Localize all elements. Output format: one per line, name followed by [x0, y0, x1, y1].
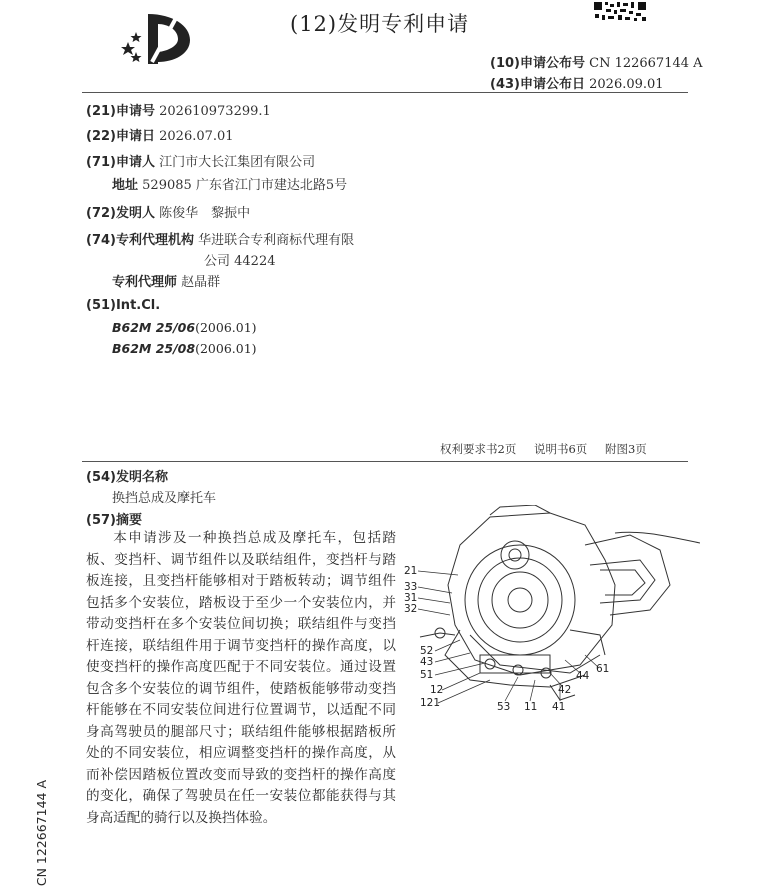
star-icon	[131, 32, 142, 42]
publication-date-label: (43)申请公布日	[490, 77, 585, 92]
description-pages: 说明书6页	[533, 442, 588, 456]
publication-number-line	[490, 52, 703, 71]
publication-number-label: (10)申请公布号	[490, 56, 585, 71]
invention-title-label-line	[86, 466, 168, 485]
figure-label: 52	[420, 645, 434, 657]
figure-label: 21	[404, 565, 418, 577]
figure-label: 121	[420, 697, 441, 709]
inventor-line	[86, 202, 250, 221]
engine-drawing	[400, 505, 700, 715]
address-label: 地址	[112, 178, 139, 193]
inventors: 陈俊华 黎振中	[159, 206, 251, 221]
abstract-text: 本申请涉及一种换挡总成及摩托车，包括踏板、变挡杆、调节组件以及联结组件，变挡杆与踏板连接，且变挡杆能够相对于踏板转动；调节组件包括多个安装位，踏板设于至少一个安装位内，并带动变挡杆在多个安装位间切换；联结组件与变挡杆连接，联结组件用于调节变挡杆的操作高度，以使变挡杆的操作高度匹配于不同安装位。通过设置包含多个安装位的调节组件，使踏板能够带动变挡杆能够在不同安装位间进行位置调节，以适配不同身高驾驶员的腿部尺寸；联结组件能够根据踏板所处的不同安装位，相应调整变挡杆的操作高度，从而补偿因踏板位置改变而导致的变挡杆的操作高度的变化，确保了驾驶员在任一安装位都能获得与其身高适配的骑行以及换挡体验。	[86, 530, 396, 826]
application-number-label: (21)申请号	[86, 104, 155, 119]
agency-line	[86, 229, 354, 248]
figure-label: 51	[420, 669, 434, 681]
inventor-label: (72)发明人	[86, 206, 155, 221]
figure-label: 11	[524, 701, 538, 713]
address: 529085 广东省江门市建达北路5号	[142, 178, 348, 193]
publication-number: CN 122667144 A	[589, 56, 703, 71]
abstract-label: (57)摘要	[86, 513, 142, 528]
invention-title-label: (54)发明名称	[86, 470, 168, 485]
ipc-label: (51)Int.Cl.	[86, 298, 161, 313]
figure-label: 43	[420, 656, 434, 668]
application-number: 202610973299.1	[159, 104, 271, 119]
publication-date: 2026.09.01	[589, 77, 664, 92]
ipc-version: (2006.01)	[195, 341, 257, 356]
abstract-label-line	[86, 509, 142, 528]
address-line	[112, 174, 347, 193]
agency-code: 公司 44224	[204, 254, 276, 269]
agency-line-2	[204, 250, 276, 269]
publication-date-line	[490, 73, 664, 92]
ipc-entry	[112, 341, 257, 356]
figure-label: 61	[596, 663, 610, 675]
application-date: 2026.07.01	[159, 129, 234, 144]
agency-label: (74)专利代理机构	[86, 233, 194, 248]
figure-label: 44	[576, 670, 590, 682]
drawings-pages: 附图3页	[604, 442, 647, 456]
invention-title: 换挡总成及摩托车	[112, 491, 217, 506]
application-number-line	[86, 100, 271, 119]
ipc-version: (2006.01)	[195, 320, 257, 335]
figure-label: 12	[430, 684, 444, 696]
ipc-entry	[112, 320, 257, 335]
application-date-line	[86, 125, 234, 144]
agency: 华进联合专利商标代理有限	[198, 233, 355, 248]
figure-label: 41	[552, 701, 566, 713]
ipc-label-line	[86, 298, 160, 313]
qr-code-icon	[592, 0, 648, 22]
claims-pages: 权利要求书2页	[440, 442, 517, 456]
applicant-label: (71)申请人	[86, 155, 155, 170]
star-icon	[121, 42, 135, 55]
page-counts	[440, 441, 661, 457]
figure-label: 42	[558, 684, 572, 696]
agent-label: 专利代理师	[112, 275, 178, 290]
agent: 赵晶群	[181, 275, 221, 290]
side-publication-number: CN 122667144 A	[34, 780, 49, 886]
header-divider	[82, 92, 688, 93]
document-type: (12)发明专利申请	[290, 12, 470, 36]
figure-label: 31	[404, 592, 418, 604]
application-date-label: (22)申请日	[86, 129, 155, 144]
applicant-line	[86, 151, 315, 170]
ipc-code: B62M 25/08	[112, 341, 196, 356]
figure-label: 32	[404, 603, 418, 615]
abstract-divider	[82, 461, 688, 462]
ipc-code: B62M 25/06	[112, 320, 196, 335]
figure-label: 53	[497, 701, 511, 713]
cnipa-logo	[118, 8, 198, 68]
figure-label: 33	[404, 581, 418, 593]
agent-line	[112, 271, 220, 290]
applicant: 江门市大长江集团有限公司	[159, 155, 316, 170]
